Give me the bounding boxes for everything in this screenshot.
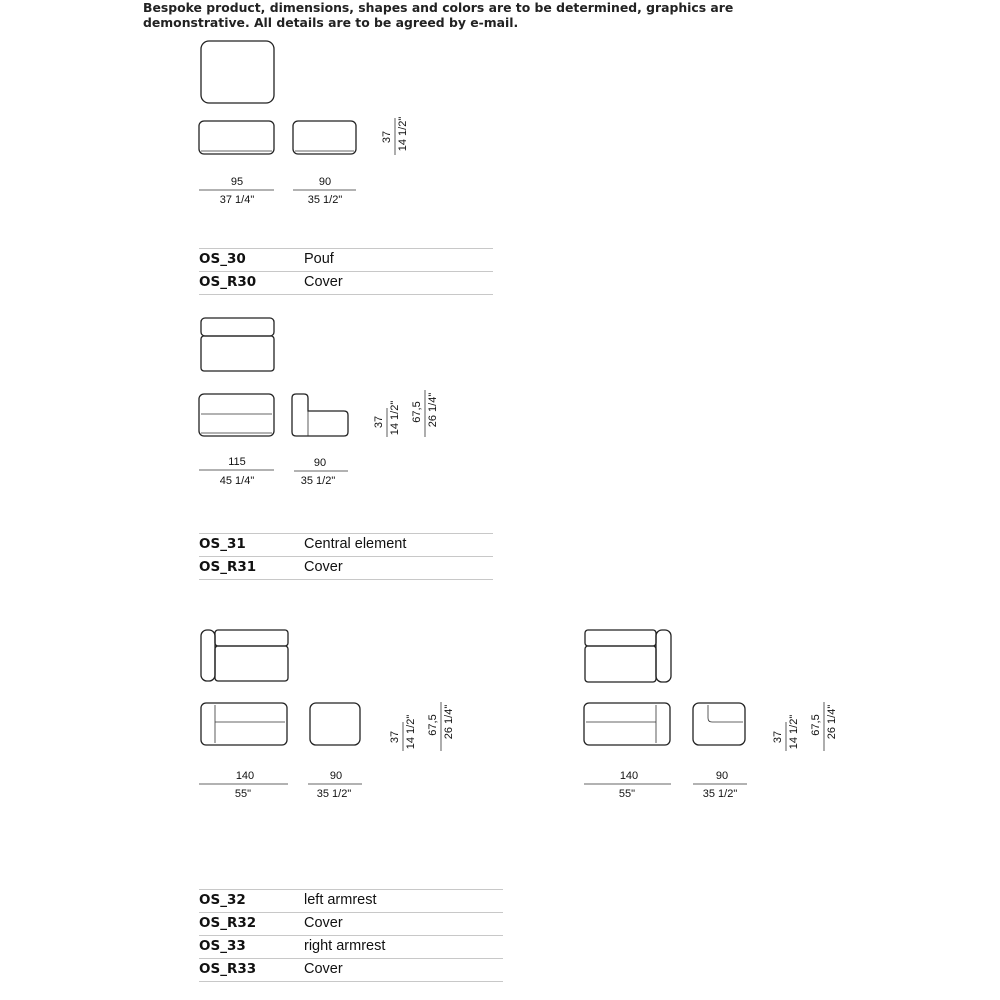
product-description: Cover <box>304 915 343 931</box>
code-table-armrests <box>199 889 503 982</box>
disclaimer-text: Bespoke product, dimensions, shapes and colors are to be determined, graphics are demonstrative. All details are to be agreed by e-mail. <box>143 0 734 30</box>
product-code: OS_R30 <box>199 274 257 290</box>
product-code: OS_32 <box>199 892 246 908</box>
table-row <box>199 248 493 271</box>
dim-back-in: 26 1/4" <box>443 704 455 740</box>
product-description: Cover <box>304 961 343 977</box>
pouf-dimensions <box>199 117 409 206</box>
product-description: left armrest <box>304 892 377 908</box>
dim-seat-cm: 37 <box>772 730 784 744</box>
dim-width-b-in: 35 1/2" <box>300 475 336 487</box>
dim-width-a-cm: 95 <box>230 176 244 188</box>
dim-width-b-cm: 90 <box>329 770 343 782</box>
dim-height-cm: 37 <box>381 130 393 144</box>
product-code: OS_R33 <box>199 961 257 977</box>
dim-width-a-in: 45 1/4" <box>219 475 255 487</box>
product-description: Pouf <box>304 251 334 267</box>
table-row <box>199 912 503 935</box>
product-code: OS_R32 <box>199 915 257 931</box>
dim-back-cm: 67,5 <box>427 714 439 736</box>
product-description: Cover <box>304 274 343 290</box>
dim-width-b-in: 35 1/2" <box>316 788 352 800</box>
product-description: Central element <box>304 536 407 552</box>
table-row <box>199 935 503 958</box>
dim-seat-cm: 37 <box>373 415 385 429</box>
dim-back-cm: 67,5 <box>411 401 423 423</box>
product-code: OS_31 <box>199 536 246 552</box>
dim-width-a-cm: 115 <box>228 456 246 468</box>
dim-width-a-cm: 140 <box>235 770 255 782</box>
dim-seat-cm: 37 <box>389 730 401 744</box>
dim-width-a-cm: 140 <box>619 770 639 782</box>
dim-width-b-cm: 90 <box>313 457 327 469</box>
dim-width-a-in: 55" <box>618 788 636 800</box>
pouf-drawing <box>199 41 356 154</box>
product-description: right armrest <box>304 938 386 954</box>
central-element-drawing <box>199 318 348 436</box>
dim-seat-in: 14 1/2" <box>405 714 417 750</box>
dim-width-a-in: 55" <box>234 788 252 800</box>
product-code: OS_30 <box>199 251 246 267</box>
dim-seat-in: 14 1/2" <box>389 400 401 436</box>
code-table-pouf <box>199 248 493 295</box>
dim-width-a-in: 37 1/4" <box>219 194 255 206</box>
dim-width-b-in: 35 1/2" <box>702 788 738 800</box>
code-table-central <box>199 533 493 580</box>
dim-width-b-cm: 90 <box>715 770 729 782</box>
dim-height-in: 14 1/2" <box>397 116 409 152</box>
left-armrest-dimensions <box>199 702 455 800</box>
table-row <box>199 533 493 556</box>
right-armrest-dimensions <box>584 702 838 800</box>
table-row <box>199 556 493 580</box>
table-row <box>199 271 493 295</box>
product-code: OS_33 <box>199 938 246 954</box>
central-element-dimensions <box>199 390 439 487</box>
dim-back-cm: 67,5 <box>810 714 822 736</box>
dim-back-in: 26 1/4" <box>826 704 838 740</box>
table-row <box>199 958 503 982</box>
dim-back-in: 26 1/4" <box>427 392 439 428</box>
product-description: Cover <box>304 559 343 575</box>
dim-seat-in: 14 1/2" <box>788 714 800 750</box>
product-code: OS_R31 <box>199 559 257 575</box>
right-armrest-drawing <box>584 630 745 745</box>
dim-width-b-in: 35 1/2" <box>307 194 343 206</box>
left-armrest-drawing <box>201 630 360 745</box>
table-row <box>199 889 503 912</box>
dim-width-b-cm: 90 <box>318 176 332 188</box>
